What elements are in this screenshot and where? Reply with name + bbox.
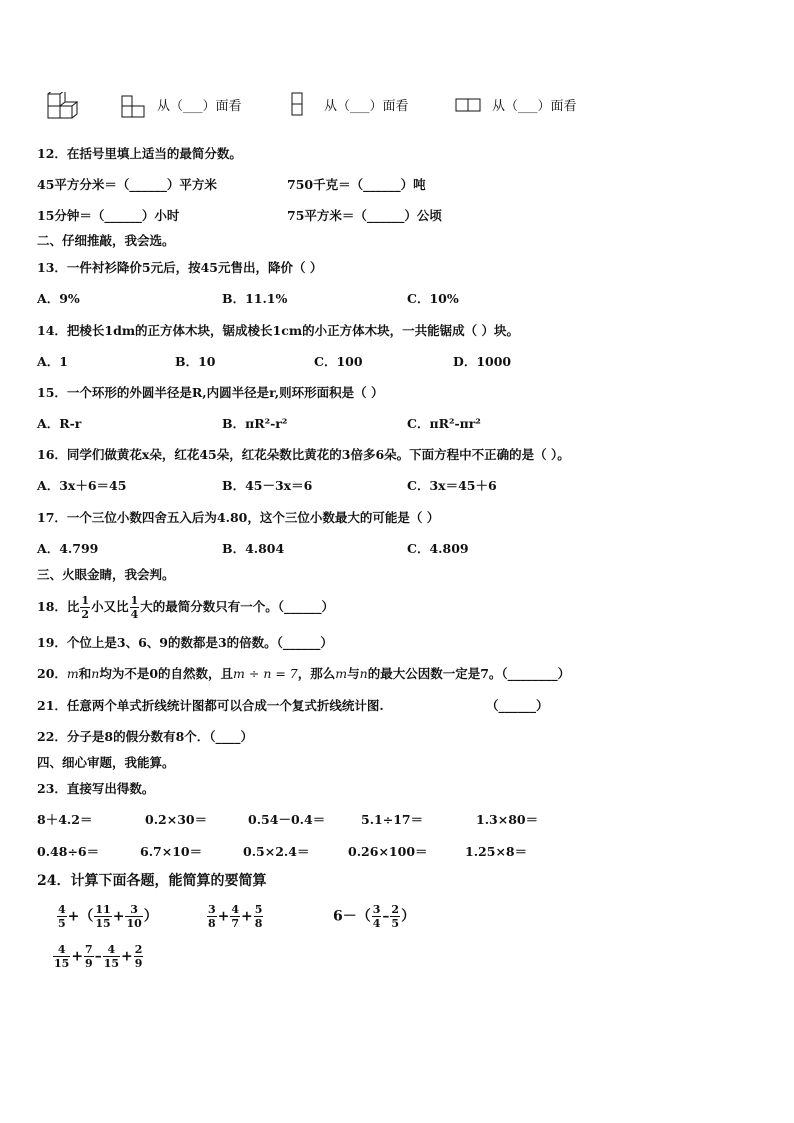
frac-num: 1 (81, 594, 90, 607)
q13-stem: 13．一件衬衫降价5元后，按45元售出，降价（ ） (37, 260, 323, 275)
fraction-one-half (80, 595, 90, 620)
q13-option-a: A．9% (37, 291, 80, 306)
q17-stem: 17．一个三位小数四舍五入后为4.80，这个三位小数最大的可能是（ ） (37, 510, 440, 525)
q20 (37, 665, 570, 683)
q14-option-a: A．1 (37, 354, 68, 369)
q16-option-c: C．3x＝45＋6 (407, 478, 497, 493)
q13-option-c: C．10% (407, 291, 459, 306)
q23-r1-c3: 0.54－0.4＝ (248, 812, 326, 827)
fraction-one-quarter (130, 595, 140, 620)
view-label-1: 从（___）面看 (157, 99, 242, 114)
frac-num: 1 (130, 594, 139, 607)
q17-option-b: B．4.804 (222, 541, 285, 556)
q24-title: 24．计算下面各题，能简算的要简算 (37, 873, 267, 889)
q16-option-a: A．3x＋6＝45 (37, 478, 127, 493)
q14-stem: 14．把棱长1dm的正方体木块，锯成棱长1cm的小正方体木块，一共能锯成（ ）块。 (37, 323, 519, 338)
view-label-2: 从（___）面看 (324, 99, 409, 114)
q23-r1-c1: 8＋4.2＝ (37, 812, 93, 827)
q15-option-c: C．πR²-πr² (407, 416, 481, 431)
q16-stem: 16．同学们做黄花x朵，红花45朵，红花朵数比黄花的3倍多6朵。下面方程中不正确的是（ ）。 (37, 447, 570, 462)
q23-r1-c5: 1.3×80＝ (476, 812, 539, 827)
q24-expr-2: $\frac{3}{8}$ + $\frac{4}{7}$ + $\frac{5}{8}$ (208, 903, 263, 930)
q19: 19．个位上是3、6、9的数都是3的倍数。（______） (37, 635, 333, 650)
q22: 22．分子是8的假分数有8个．（____） (37, 729, 254, 744)
q18-post: 大的最简分数只有一个。（______） (140, 599, 334, 614)
q18-pre: 18．比 (37, 599, 80, 614)
q20-equation: m ÷ n = 7 (233, 666, 298, 681)
q15-option-b: B．πR²-r² (222, 416, 288, 431)
q15-stem: 15．一个环形的外圆半径是R,内圆半径是r,则环形面积是（ ） (37, 385, 384, 400)
q12-item-3: 15分钟＝（______）小时 (37, 208, 180, 223)
view-shape-3 (455, 98, 485, 114)
view-shape-2 (290, 92, 306, 118)
q13-option-b: B．11.1% (222, 291, 288, 306)
view-label-3: 从（___）面看 (492, 99, 577, 114)
frac-den: 4 (130, 608, 139, 621)
cube-stack-figure (46, 92, 80, 122)
var-m: m (66, 666, 79, 681)
var-n: n (359, 666, 368, 681)
q14-option-d: D．1000 (453, 354, 512, 369)
section-4-heading: 四、细心审题，我能算。 (37, 755, 175, 770)
q18 (37, 592, 334, 622)
q18-mid: 小又比 (91, 599, 129, 614)
q17-option-a: A．4.799 (37, 541, 99, 556)
q15-option-a: A．R-r (37, 416, 82, 431)
q20-t2: 均为不是0的自然数，且 (99, 666, 234, 681)
q12-item-1: 45平方分米＝（______）平方米 (37, 177, 217, 192)
q16-option-b: B．45－3x＝6 (222, 478, 313, 493)
var-n: n (91, 666, 100, 681)
q14-option-c: C．100 (314, 354, 363, 369)
q20-pre: 20． (37, 666, 67, 681)
q20-t1: 和 (78, 666, 92, 681)
q12-item-4: 75平方米＝（______）公顷 (287, 208, 442, 223)
q23-r2-c2: 6.7×10＝ (140, 844, 203, 859)
q12-item-2: 750千克＝（______）吨 (287, 177, 426, 192)
var-m: m (335, 666, 348, 681)
q24-expr-1: $\frac{4}{5}$ +（ $\frac{11}{15}$ + $\frac{3}{10}$ ） (58, 903, 158, 930)
q23-r1-c2: 0.2×30＝ (145, 812, 208, 827)
q23-r2-c5: 1.25×8＝ (465, 844, 528, 859)
q23-r2-c3: 0.5×2.4＝ (243, 844, 310, 859)
q20-t5: 的最大公因数一定是7。（________） (367, 666, 571, 681)
q21-blank: （______） (486, 698, 549, 713)
q17-option-c: C．4.809 (407, 541, 469, 556)
section-2-heading: 二、仔细推敲，我会选。 (37, 233, 175, 248)
q12-title: 12．在括号里填上适当的最简分数。 (37, 146, 242, 161)
q23-r2-c4: 0.26×100＝ (348, 844, 428, 859)
q24-expr-3: 6－（ $\frac{3}{4}$ – $\frac{2}{5}$ ） (333, 903, 416, 930)
view-shape-1 (121, 95, 149, 119)
q20-t3: ，那么 (297, 666, 336, 681)
q23-r2-c1: 0.48÷6＝ (37, 844, 100, 859)
section-3-heading: 三、火眼金睛，我会判。 (37, 567, 175, 582)
q21-stem: 21．任意两个单式折线统计图都可以合成一个复式折线统计图. (37, 698, 384, 713)
q23-r1-c4: 5.1÷17＝ (361, 812, 424, 827)
q20-t4: 与 (347, 666, 360, 681)
q23-title: 23．直接写出得数。 (37, 781, 155, 796)
q14-option-b: B．10 (175, 354, 216, 369)
q24-expr-4: $\frac{4}{15}$ + $\frac{7}{9}$ – $\frac{4}{15}$ + $\frac{2}{9}$ (54, 943, 143, 970)
frac-den: 2 (81, 608, 90, 621)
